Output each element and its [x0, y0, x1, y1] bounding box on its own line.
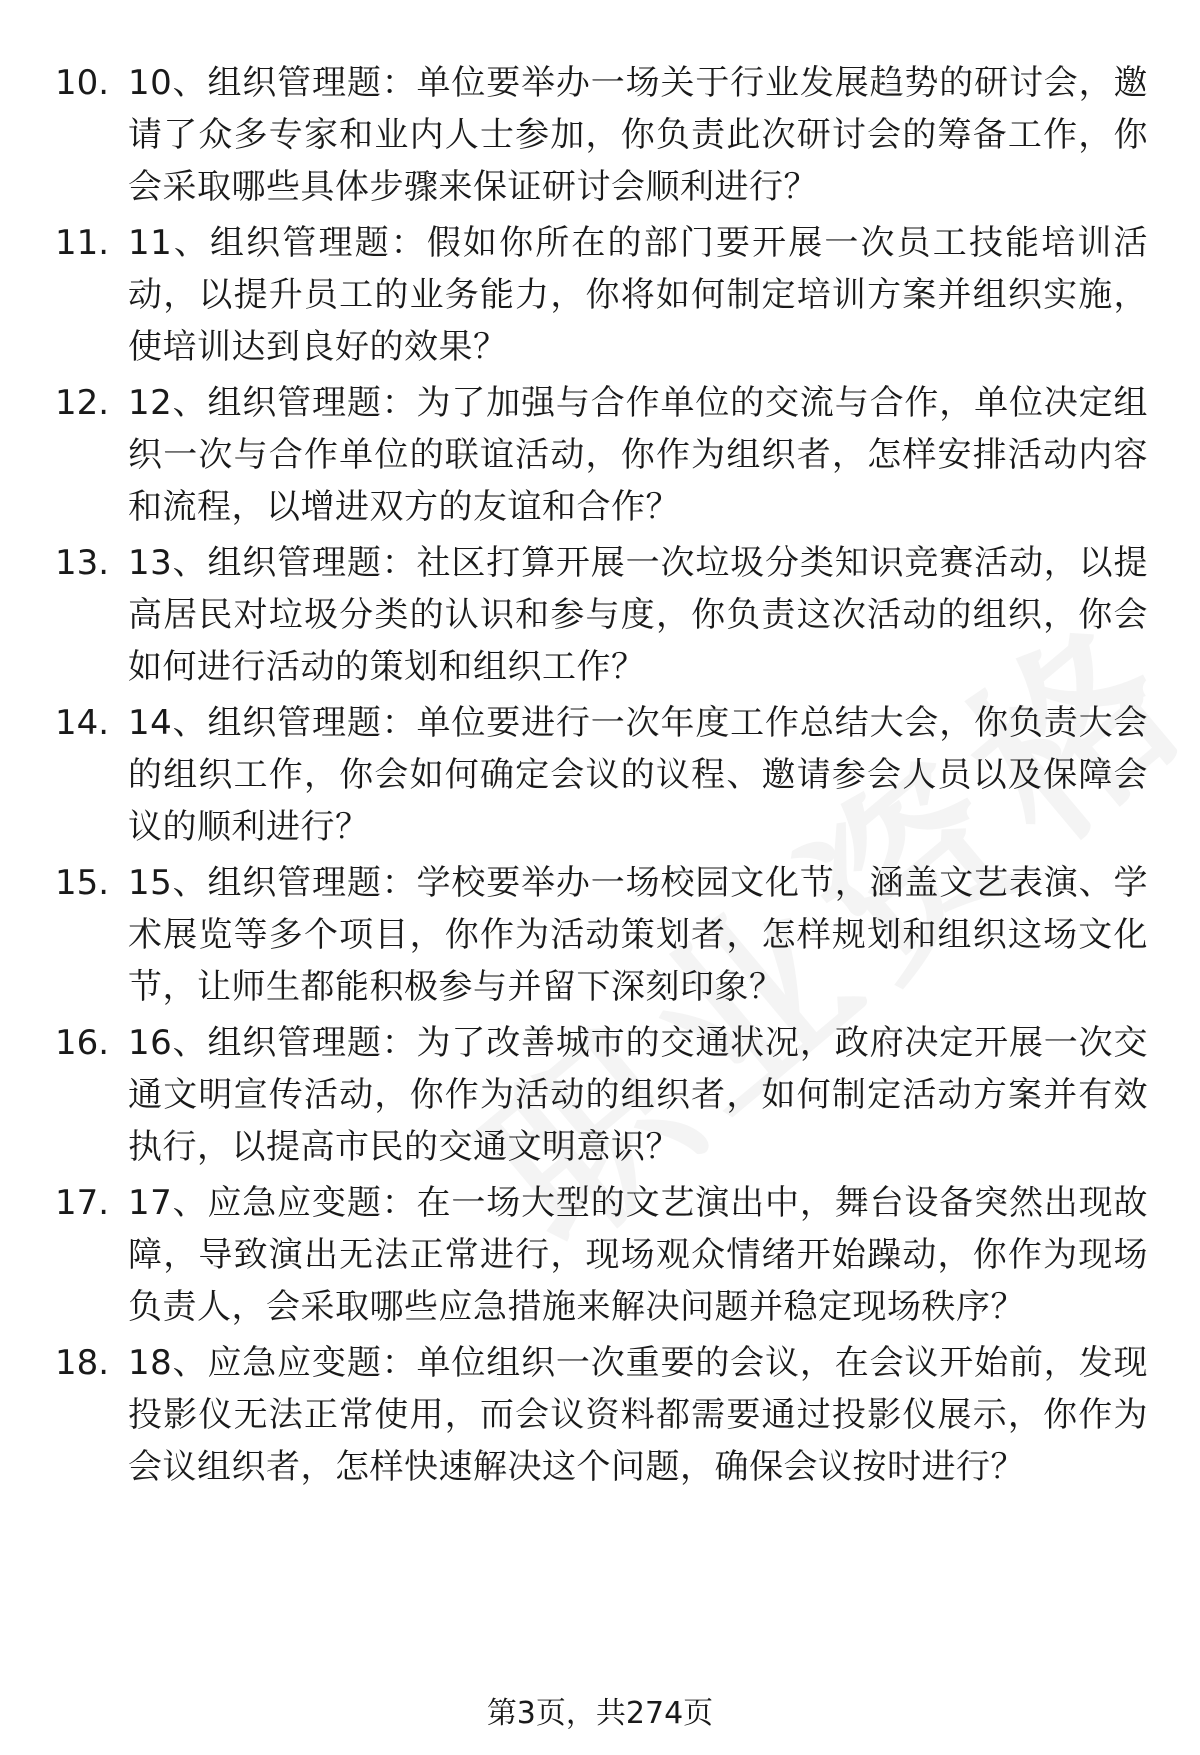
question-text: 11、组织管理题：假如你所在的部门要开展一次员工技能培训活动，以提升员工的业务能力，你将如何制定培训方案并组织实施，使培训达到良好的效果？ [128, 223, 1148, 367]
list-item [0, 1337, 1200, 1527]
question-text: 14、组织管理题：单位要进行一次年度工作总结大会，你负责大会的组织工作，你会如何确定会议的议程、邀请参会人员以及保障会议的顺利进行？ [128, 703, 1148, 847]
question-text: 13、组织管理题：社区打算开展一次垃圾分类知识竞赛活动，以提高居民对垃圾分类的认识和参与度，你负责这次活动的组织，你会如何进行活动的策划和组织工作？ [128, 543, 1148, 687]
question-text: 16、组织管理题：为了改善城市的交通状况，政府决定开展一次交通文明宣传活动，你作为活动的组织者，如何制定活动方案并有效执行，以提高市民的交通文明意识？ [128, 1023, 1148, 1167]
question-number: 12. [55, 383, 110, 423]
question-text: 10、组织管理题：单位要举办一场关于行业发展趋势的研讨会，邀请了众多专家和业内人士参加，你负责此次研讨会的筹备工作，你会采取哪些具体步骤来保证研讨会顺利进行？ [128, 63, 1148, 207]
question-number: 11. [55, 223, 110, 263]
question-number: 16. [55, 1023, 110, 1063]
question-text: 15、组织管理题：学校要举办一场校园文化节，涵盖文艺表演、学术展览等多个项目，你作为活动策划者，怎样规划和组织这场文化节，让师生都能积极参与并留下深刻印象？ [128, 863, 1148, 1007]
question-number: 13. [55, 543, 110, 583]
question-text: 12、组织管理题：为了加强与合作单位的交流与合作，单位决定组织一次与合作单位的联谊活动，你作为组织者，怎样安排活动内容和流程，以增进双方的友谊和合作？ [128, 383, 1148, 527]
question-number: 18. [55, 1343, 110, 1383]
question-number: 14. [55, 703, 110, 743]
question-number: 10. [55, 63, 110, 103]
question-number: 15. [55, 863, 110, 903]
page-footer: 第3页，共274页 [486, 1696, 714, 1731]
question-text: 18、应急应变题：单位组织一次重要的会议，在会议开始前，发现投影仪无法正常使用，而会议资料都需要通过投影仪展示，你作为会议组织者，怎样快速解决这个问题，确保会议按时进行？ [128, 1343, 1148, 1487]
question-number: 17. [55, 1183, 110, 1223]
question-text: 17、应急应变题：在一场大型的文艺演出中，舞台设备突然出现故障，导致演出无法正常进行，现场观众情绪开始躁动，你作为现场负责人，会采取哪些应急措施来解决问题并稳定现场秩序？ [128, 1183, 1148, 1327]
